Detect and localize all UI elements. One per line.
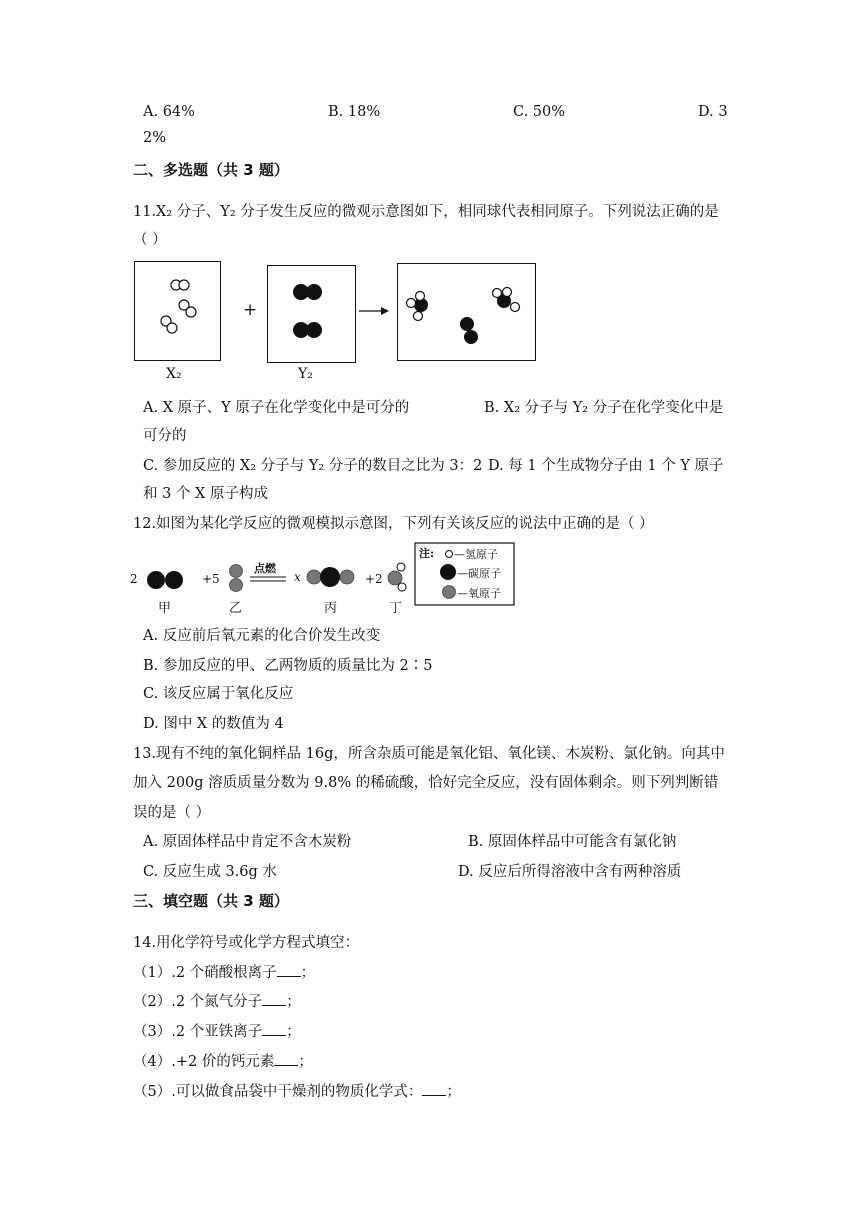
q12-legend-carbon: —碳原子 <box>457 567 501 580</box>
q11-option-d-cont: 和 3 个 X 原子构成 <box>143 486 268 502</box>
q11-label-y2: Y₂ <box>298 366 313 382</box>
q14-item-1: （1）.2 个硝酸根离子 ； <box>133 965 316 981</box>
q12-label-ding: 丁 <box>389 601 403 616</box>
q12-option-c: C. 该反应属于氧化反应 <box>143 686 294 702</box>
q13-option-d: D. 反应后所得溶液中含有两种溶质 <box>458 864 682 880</box>
q11-option-b: B. X₂ 分子与 Y₂ 分子在化学变化中是 <box>484 400 724 416</box>
q12-option-d: D. 图中 X 的数值为 4 <box>143 716 284 732</box>
q12-coef-bing: x <box>294 570 301 584</box>
q12-label-bing: 丙 <box>324 601 338 616</box>
q12-legend-prefix: 注: <box>419 547 435 560</box>
q11-stem-line2: （ ） <box>133 232 167 248</box>
answer-blank[interactable] <box>262 992 286 1006</box>
q11-option-a: A. X 原子、Y 原子在化学变化中是可分的 <box>143 400 410 416</box>
q12-legend-oxygen: —氧原子 <box>457 587 501 600</box>
q14-item-2: （2）.2 个氮气分子 ； <box>133 994 301 1010</box>
answer-blank[interactable] <box>274 1052 298 1066</box>
section-heading-multiple-choice: 二、多选题（共 3 题） <box>133 161 289 179</box>
q11-option-c: C. 参加反应的 X₂ 分子与 Y₂ 分子的数目之比为 3：2 <box>143 458 483 474</box>
q10-option-d: D. 3 <box>698 104 728 120</box>
q13-option-b: B. 原固体样品中可能含有氯化钠 <box>468 834 677 850</box>
q13-stem-line3: 误的是（ ） <box>133 805 211 821</box>
q14-stem: 14.用化学符号或化学方程式填空： <box>133 935 360 951</box>
q12-option-b: B. 参加反应的甲、乙两物质的质量比为 2∶5 <box>143 658 433 674</box>
q13-stem-line2: 加入 200g 溶质质量分数为 9.8% 的稀硫酸，恰好完全反应，没有固体剩余。则下列判断错 <box>133 775 719 791</box>
q12-option-a: A. 反应前后氧元素的化合价发生改变 <box>143 628 381 644</box>
q14-item-3: （3）.2 个亚铁离子 ； <box>133 1024 301 1040</box>
q12-coef-ding: +2 <box>365 572 383 586</box>
q11-label-x2: X₂ <box>166 366 182 382</box>
answer-blank[interactable] <box>262 1022 286 1036</box>
q12-label-yi: 乙 <box>229 601 243 616</box>
q10-option-a: A. 64% <box>143 104 195 120</box>
q11-option-b-cont: 可分的 <box>143 428 187 444</box>
q11-stem-line1: 11.X₂ 分子、Y₂ 分子发生反应的微观示意图如下，相同球代表相同原子。下列说法正确的是 <box>133 204 719 220</box>
q12-label-jia: 甲 <box>158 601 172 616</box>
q11-plus-sign: + <box>243 300 258 320</box>
q12-coef-yi: +5 <box>202 572 220 586</box>
q14-item-4: （4）.+2 价的钙元素 ； <box>133 1054 313 1070</box>
q12-condition: 点燃 <box>254 562 276 575</box>
q10-option-c: C. 50% <box>513 104 566 120</box>
section-heading-fill-blank: 三、填空题（共 3 题） <box>133 892 289 910</box>
q13-stem-line1: 13.现有不纯的氧化铜样品 16g，所含杂质可能是氧化铝、氧化镁、木炭粉、氯化钠。向其中 <box>133 746 725 762</box>
q14-item-5: （5）.可以做食品袋中干燥剂的物质化学式： ； <box>133 1084 461 1100</box>
q12-stem: 12.如图为某化学反应的微观模拟示意图，下列有关该反应的说法中正确的是（ ） <box>133 516 654 532</box>
q10-option-d-cont: 2% <box>143 130 167 146</box>
q13-option-c: C. 反应生成 3.6g 水 <box>143 864 277 880</box>
q12-coef-jia: 2 <box>130 572 138 586</box>
q11-option-d: D. 每 1 个生成物分子由 1 个 Y 原子 <box>488 458 724 474</box>
answer-blank[interactable] <box>422 1082 446 1096</box>
q12-legend-hydrogen: —氢原子 <box>454 548 498 561</box>
q13-option-a: A. 原固体样品中肯定不含木炭粉 <box>143 834 352 850</box>
q10-option-b: B. 18% <box>328 104 381 120</box>
answer-blank[interactable] <box>277 963 301 977</box>
